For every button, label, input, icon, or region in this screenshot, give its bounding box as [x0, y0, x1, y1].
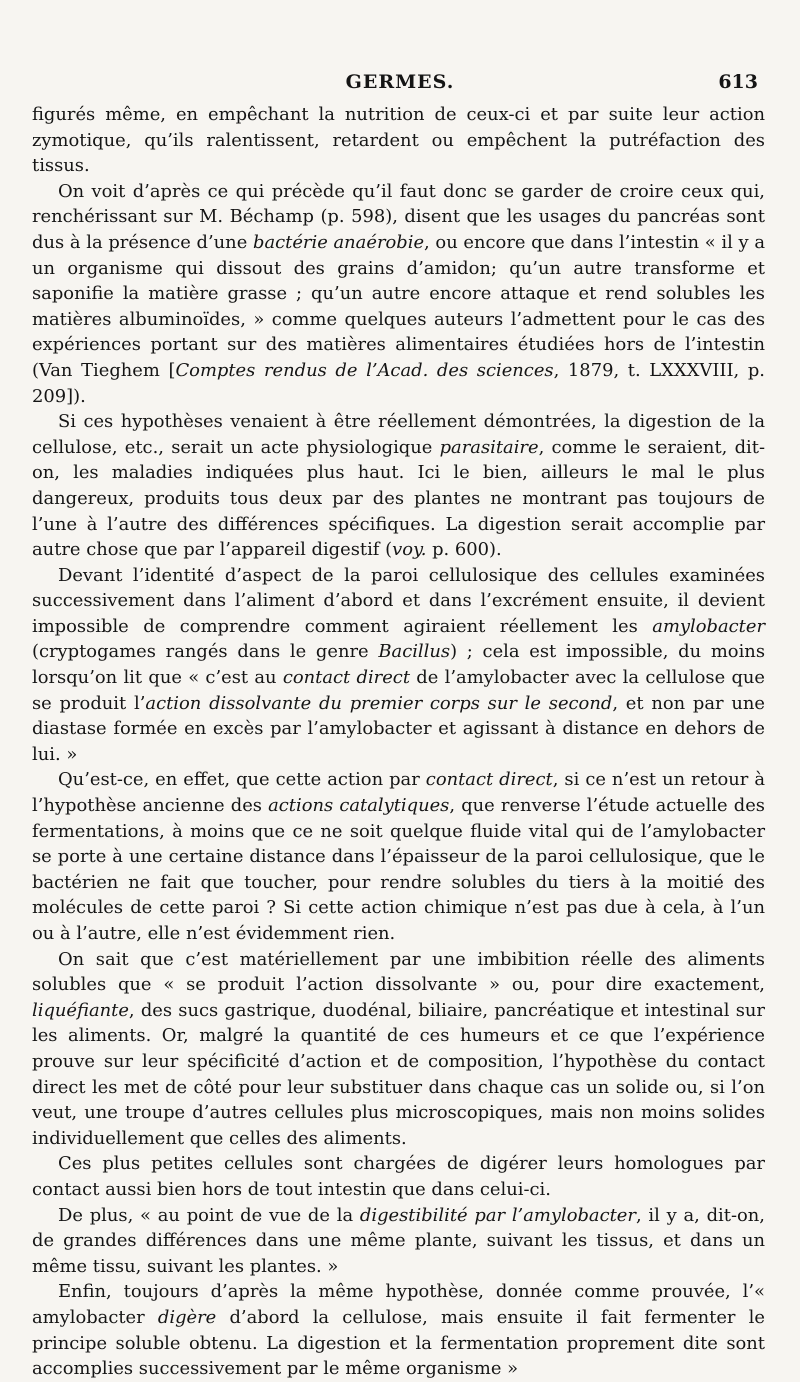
- italic-run: liquéfiante: [32, 999, 129, 1021]
- italic-run: contact direct: [425, 769, 553, 791]
- italic-run: Comptes rendus de l’Acad. des sciences: [175, 359, 554, 381]
- text-run: , que renverse l’étude actuelle des fermentations, à moins que ce ne soit quelque fluide vital qui de l’amylobacter se porte à une certaine distance dans l’épaisseur de la paroi cellulosique, que le bactérien ne fait que toucher, pour rendre solubles du tiers à la moitié des molécules de cette paroi ? Si cette action chimique n’est pas due à cela, à l’un ou à l’autre, elle n’est évidemment rien.: [32, 795, 765, 944]
- italic-run: bactérie anaérobie: [253, 231, 425, 253]
- paragraph-5: [32, 767, 765, 946]
- italic-run: action dissolvante du premier corps sur le second: [145, 692, 613, 714]
- text-run: De plus, « au point de vue de la: [58, 1204, 360, 1226]
- italic-run: actions catalytiques: [268, 795, 450, 817]
- text-run: , comme le seraient, dit-on, les maladies indiquées plus haut. Ici le bien, ailleurs le mal le plus dangereux, produits tous deux par des plantes ne montrant pas toujours de l’une à l’autre des différences spécifiques. La digestion serait accomplie par autre chose que par l’appareil digestif (: [32, 436, 765, 561]
- text-run: , et non par une diastase formée en excès par l’amylobacter et agissant à distance en dehors de lui. »: [32, 692, 765, 765]
- paragraph-6: [32, 947, 765, 1152]
- italic-run: voy.: [392, 539, 427, 561]
- text-run: Si ces hypothèses venaient à être réellement démontrées, la digestion de la cellulose, etc., serait un acte physiologique: [32, 411, 765, 458]
- paragraph-4: [32, 563, 765, 768]
- paragraph-7: [32, 1151, 765, 1202]
- paragraph-2: [32, 179, 765, 409]
- text-run: , des sucs gastrique, duodénal, biliaire, pancréatique et intestinal sur les aliments. Or, malgré la quantité de ces humeurs et ce que l’expérience prouve sur leur spécificité d’action et de composition, l’hypothèse du contact direct les met de côté pour leur substituer dans chaque cas un solide ou, si l’on veut, une troupe d’autres cellules plus microscopiques, mais non moins solides individuellement que celles des aliments.: [32, 999, 765, 1149]
- text-run: , 1879, t. LXXXVIII, p. 209]).: [32, 359, 765, 407]
- paragraph-7-text: Ces plus petites cellules sont chargées de digérer leurs homologues par contact aussi bien hors de tout intestin que dans celui-ci.: [32, 1153, 765, 1200]
- italic-run: contact direct: [282, 667, 411, 689]
- text-run: Enfin, toujours d’après la même hypothèse, donnée comme prouvée, l’« amylobacter: [32, 1281, 765, 1328]
- paragraph-8: [32, 1203, 765, 1280]
- italic-run: digère: [157, 1306, 217, 1328]
- paragraph-9: [32, 1279, 765, 1381]
- paragraph-1-text: figurés même, en empêchant la nutrition de ceux-ci et par suite leur action zymotique, qu’ils ralentissent, retardent ou empêchent la putréfaction des tissus.: [32, 104, 765, 177]
- text-run: d’abord la cellulose, mais ensuite il fait fermenter le principe soluble obtenu. La digestion et la fermentation proprement dite sont accomplies successivement par le même organisme »: [32, 1306, 765, 1380]
- text-run: de l’amylobacter avec la cellulose que se produit l’: [32, 667, 766, 714]
- text-run: On sait que c’est matériellement par une imbibition réelle des aliments solubles que « se produit l’action dissolvante » ou, pour dire exactement,: [32, 948, 765, 996]
- text-run: Devant l’identité d’aspect de la paroi cellulosique des cellules examinées successivement dans l’aliment d’abord et dans l’excrément ensuite, il devient impossible de comprendre comment agiraient réellement les: [32, 564, 765, 637]
- italic-run: digestibilité par l’amylobacter: [359, 1204, 636, 1226]
- italic-run: Bacillus: [378, 641, 451, 663]
- italic-run: parasitaire: [439, 436, 539, 458]
- running-title: GERMES.: [345, 71, 455, 93]
- text-run: p. 600).: [426, 539, 502, 561]
- page-number: 613: [718, 71, 758, 93]
- text-run: , il y a, dit-on, de grandes différences dans une même plante, suivant les tissus, et dans un même tissu, suivant les plantes. »: [32, 1204, 765, 1277]
- text-run: , ou encore que dans l’intestin « il y a un organisme qui dissout des grains d’amidon; qu’un autre transforme et saponifie la matière grasse ; qu’un autre encore attaque et rend solubles les matières albuminoïdes, » comme quelques auteurs l’admettent pour le cas des expériences portant sur des matières alimentaires étudiées hors de l’intestin (Van Tieghem [: [32, 231, 765, 381]
- page-header: [30, 71, 770, 99]
- body-text: [32, 102, 765, 1382]
- paragraph-3: [32, 409, 765, 563]
- paragraph-1: [32, 102, 765, 179]
- text-run: (cryptogames rangés dans le genre: [32, 641, 379, 663]
- text-run: On voit d’après ce qui précède qu’il faut donc se garder de croire ceux qui, renchérissant sur M. Béchamp (p. 598), disent que les usages du pancréas sont dus à la présence d’une: [32, 180, 765, 253]
- italic-run: amylobacter: [652, 615, 765, 637]
- text-run: Qu’est-ce, en effet, que cette action par: [58, 769, 426, 791]
- text-run: , si ce n’est un retour à l’hypothèse ancienne des: [32, 769, 766, 817]
- text-run: ) ; cela est impossible, du moins lorsqu’on lit que « c’est au: [32, 641, 765, 689]
